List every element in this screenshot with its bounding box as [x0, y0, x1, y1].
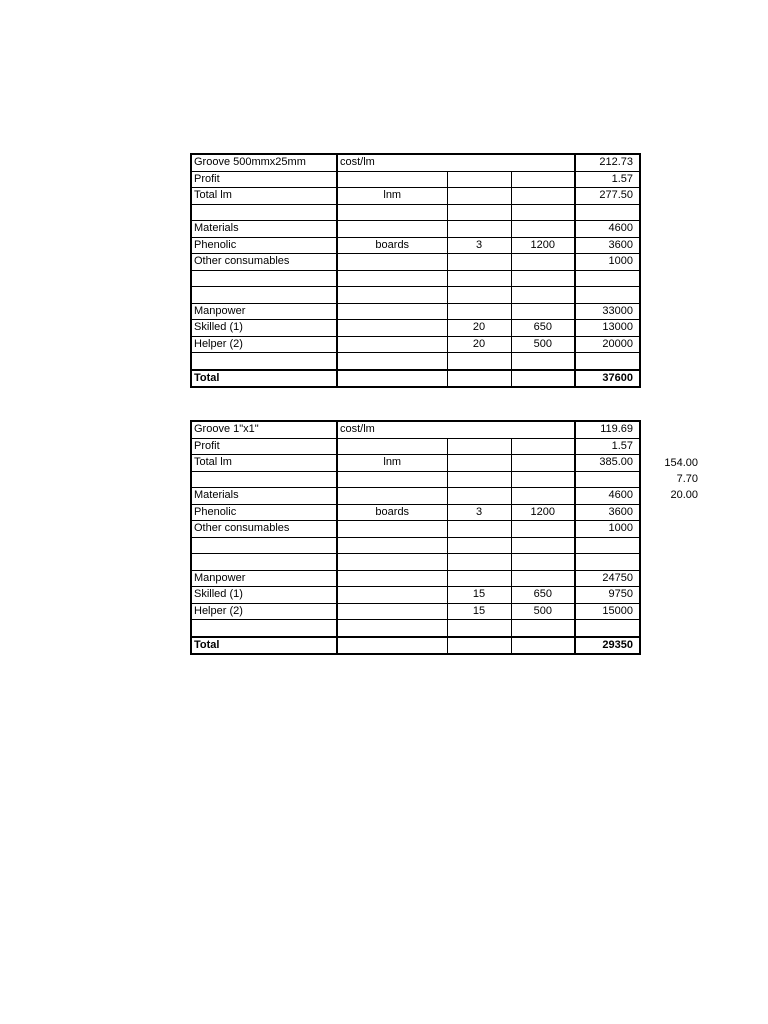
unit-cell[interactable]	[337, 537, 447, 554]
unit-cell[interactable]	[337, 370, 447, 388]
item-label-cell[interactable]: Profit	[191, 438, 337, 455]
rate-cell[interactable]	[511, 488, 575, 505]
unit-cell[interactable]	[337, 171, 447, 188]
unit-cell[interactable]	[337, 204, 447, 221]
rate-cell[interactable]	[511, 303, 575, 320]
table-row	[191, 504, 640, 521]
amount-cell[interactable]: 1.57	[575, 171, 640, 188]
amount-cell[interactable]	[575, 537, 640, 554]
item-label-cell[interactable]: Total lm	[191, 188, 337, 205]
item-label-cell[interactable]: Total	[191, 637, 337, 655]
rate-cell[interactable]	[511, 370, 575, 388]
item-label-cell[interactable]	[191, 471, 337, 488]
table-body	[191, 421, 640, 654]
quantity-cell[interactable]	[447, 171, 511, 188]
unit-cell[interactable]	[337, 471, 447, 488]
side-values-column	[650, 455, 698, 504]
table-row	[191, 171, 640, 188]
quantity-cell[interactable]	[447, 270, 511, 287]
amount-cell[interactable]: 1000	[575, 521, 640, 538]
quantity-cell[interactable]	[447, 537, 511, 554]
unit-cell[interactable]: boards	[337, 237, 447, 254]
rate-cell[interactable]	[511, 171, 575, 188]
item-label-cell[interactable]: Total lm	[191, 455, 337, 472]
amount-cell[interactable]	[575, 554, 640, 571]
amount-cell[interactable]: 119.69	[575, 421, 640, 438]
quantity-cell[interactable]	[447, 287, 511, 304]
quantity-cell[interactable]	[447, 370, 511, 388]
quantity-cell[interactable]: 15	[447, 587, 511, 604]
quantity-cell[interactable]	[447, 204, 511, 221]
table-row	[191, 254, 640, 271]
amount-cell[interactable]: 20000	[575, 336, 640, 353]
side-value: 7.70	[676, 473, 698, 486]
table-row	[191, 237, 640, 254]
unit-cell[interactable]: cost/lm	[337, 154, 575, 171]
quantity-cell[interactable]	[447, 554, 511, 571]
amount-cell[interactable]: 1000	[575, 254, 640, 271]
unit-cell[interactable]	[337, 554, 447, 571]
item-label-cell[interactable]	[191, 287, 337, 304]
amount-cell[interactable]: 29350	[575, 637, 640, 655]
side-value: 154.00	[664, 457, 698, 469]
item-label-cell[interactable]: Materials	[191, 221, 337, 238]
unit-cell[interactable]: cost/lm	[337, 421, 575, 438]
side-value: 20.00	[670, 489, 698, 502]
table-row	[191, 537, 640, 554]
item-label-cell[interactable]: Other consumables	[191, 254, 337, 271]
item-label-cell[interactable]	[191, 620, 337, 637]
table-row	[191, 270, 640, 287]
quantity-cell[interactable]: 20	[447, 336, 511, 353]
amount-cell[interactable]	[575, 287, 640, 304]
amount-cell[interactable]	[575, 471, 640, 488]
unit-cell[interactable]	[337, 521, 447, 538]
item-label-cell[interactable]: Total	[191, 370, 337, 388]
item-label-cell[interactable]	[191, 204, 337, 221]
unit-cell[interactable]	[337, 637, 447, 655]
rate-cell[interactable]	[511, 554, 575, 571]
unit-cell[interactable]	[337, 287, 447, 304]
item-label-cell[interactable]: Groove 500mmx25mm	[191, 154, 337, 171]
table-row	[191, 488, 640, 505]
item-label-cell[interactable]: Other consumables	[191, 521, 337, 538]
amount-cell[interactable]	[575, 353, 640, 370]
amount-cell[interactable]: 15000	[575, 603, 640, 620]
unit-cell[interactable]	[337, 254, 447, 271]
rate-cell[interactable]	[511, 471, 575, 488]
quantity-cell[interactable]	[447, 637, 511, 655]
quantity-cell[interactable]	[447, 438, 511, 455]
rate-cell[interactable]: 500	[511, 603, 575, 620]
item-label-cell[interactable]: Phenolic	[191, 504, 337, 521]
table-row	[191, 320, 640, 337]
table-row	[191, 204, 640, 221]
amount-cell[interactable]	[575, 620, 640, 637]
rate-cell[interactable]	[511, 270, 575, 287]
unit-cell[interactable]	[337, 620, 447, 637]
quantity-cell[interactable]	[447, 455, 511, 472]
amount-cell[interactable]: 33000	[575, 303, 640, 320]
unit-cell[interactable]	[337, 603, 447, 620]
rate-cell[interactable]	[511, 254, 575, 271]
amount-cell[interactable]: 3600	[575, 504, 640, 521]
item-label-cell[interactable]: Helper (2)	[191, 603, 337, 620]
amount-cell[interactable]: 212.73	[575, 154, 640, 171]
table-row	[191, 438, 640, 455]
amount-cell[interactable]: 385.00	[575, 455, 640, 472]
unit-cell[interactable]	[337, 336, 447, 353]
rate-cell[interactable]: 1200	[511, 504, 575, 521]
amount-cell[interactable]	[575, 270, 640, 287]
rate-cell[interactable]: 500	[511, 336, 575, 353]
item-label-cell[interactable]: Manpower	[191, 570, 337, 587]
amount-cell[interactable]: 3600	[575, 237, 640, 254]
unit-cell[interactable]	[337, 270, 447, 287]
rate-cell[interactable]	[511, 204, 575, 221]
total-row	[191, 370, 640, 388]
table-body	[191, 154, 640, 387]
quantity-cell[interactable]	[447, 353, 511, 370]
amount-cell[interactable]: 24750	[575, 570, 640, 587]
item-label-cell[interactable]	[191, 270, 337, 287]
amount-cell[interactable]: 277.50	[575, 188, 640, 205]
rate-cell[interactable]	[511, 438, 575, 455]
groove-1in-cost-table	[190, 420, 641, 655]
total-row	[191, 637, 640, 655]
table-row	[191, 154, 640, 171]
quantity-cell[interactable]	[447, 254, 511, 271]
item-label-cell[interactable]: Groove 1"x1"	[191, 421, 337, 438]
table-row	[191, 353, 640, 370]
quantity-cell[interactable]	[447, 488, 511, 505]
quantity-cell[interactable]	[447, 521, 511, 538]
quantity-cell[interactable]: 3	[447, 237, 511, 254]
amount-cell[interactable]: 4600	[575, 221, 640, 238]
quantity-cell[interactable]	[447, 471, 511, 488]
rate-cell[interactable]	[511, 637, 575, 655]
unit-cell[interactable]	[337, 570, 447, 587]
quantity-cell[interactable]	[447, 188, 511, 205]
table-row	[191, 188, 640, 205]
unit-cell[interactable]	[337, 438, 447, 455]
table-row	[191, 303, 640, 320]
table-row	[191, 287, 640, 304]
table-row	[191, 221, 640, 238]
amount-cell[interactable]: 13000	[575, 320, 640, 337]
rate-cell[interactable]	[511, 455, 575, 472]
quantity-cell[interactable]	[447, 620, 511, 637]
unit-cell[interactable]	[337, 353, 447, 370]
unit-cell[interactable]	[337, 320, 447, 337]
amount-cell[interactable]: 9750	[575, 587, 640, 604]
rate-cell[interactable]: 650	[511, 587, 575, 604]
quantity-cell[interactable]	[447, 303, 511, 320]
unit-cell[interactable]: lnm	[337, 455, 447, 472]
amount-cell[interactable]: 37600	[575, 370, 640, 388]
table-row	[191, 455, 640, 472]
unit-cell[interactable]: boards	[337, 504, 447, 521]
amount-cell[interactable]: 4600	[575, 488, 640, 505]
table-row	[191, 421, 640, 438]
unit-cell[interactable]	[337, 303, 447, 320]
rate-cell[interactable]: 650	[511, 320, 575, 337]
rate-cell[interactable]	[511, 521, 575, 538]
item-label-cell[interactable]	[191, 353, 337, 370]
unit-cell[interactable]	[337, 221, 447, 238]
unit-cell[interactable]	[337, 488, 447, 505]
unit-cell[interactable]: lnm	[337, 188, 447, 205]
item-label-cell[interactable]: Skilled (1)	[191, 320, 337, 337]
table-row	[191, 587, 640, 604]
rate-cell[interactable]	[511, 353, 575, 370]
table-row	[191, 570, 640, 587]
item-label-cell[interactable]: Skilled (1)	[191, 587, 337, 604]
item-label-cell[interactable]	[191, 554, 337, 571]
rate-cell[interactable]	[511, 570, 575, 587]
item-label-cell[interactable]: Profit	[191, 171, 337, 188]
groove-500mm-cost-table	[190, 153, 641, 388]
rate-cell[interactable]	[511, 287, 575, 304]
item-label-cell[interactable]: Manpower	[191, 303, 337, 320]
quantity-cell[interactable]	[447, 221, 511, 238]
quantity-cell[interactable]: 20	[447, 320, 511, 337]
item-label-cell[interactable]: Helper (2)	[191, 336, 337, 353]
table-row	[191, 554, 640, 571]
table-row	[191, 521, 640, 538]
rate-cell[interactable]: 1200	[511, 237, 575, 254]
item-label-cell[interactable]: Phenolic	[191, 237, 337, 254]
quantity-cell[interactable]: 3	[447, 504, 511, 521]
rate-cell[interactable]	[511, 188, 575, 205]
amount-cell[interactable]	[575, 204, 640, 221]
rate-cell[interactable]	[511, 620, 575, 637]
rate-cell[interactable]	[511, 221, 575, 238]
amount-cell[interactable]: 1.57	[575, 438, 640, 455]
item-label-cell[interactable]: Materials	[191, 488, 337, 505]
quantity-cell[interactable]	[447, 570, 511, 587]
table-row	[191, 603, 640, 620]
table-row	[191, 471, 640, 488]
table-row	[191, 620, 640, 637]
rate-cell[interactable]	[511, 537, 575, 554]
quantity-cell[interactable]: 15	[447, 603, 511, 620]
unit-cell[interactable]	[337, 587, 447, 604]
item-label-cell[interactable]	[191, 537, 337, 554]
table-row	[191, 336, 640, 353]
